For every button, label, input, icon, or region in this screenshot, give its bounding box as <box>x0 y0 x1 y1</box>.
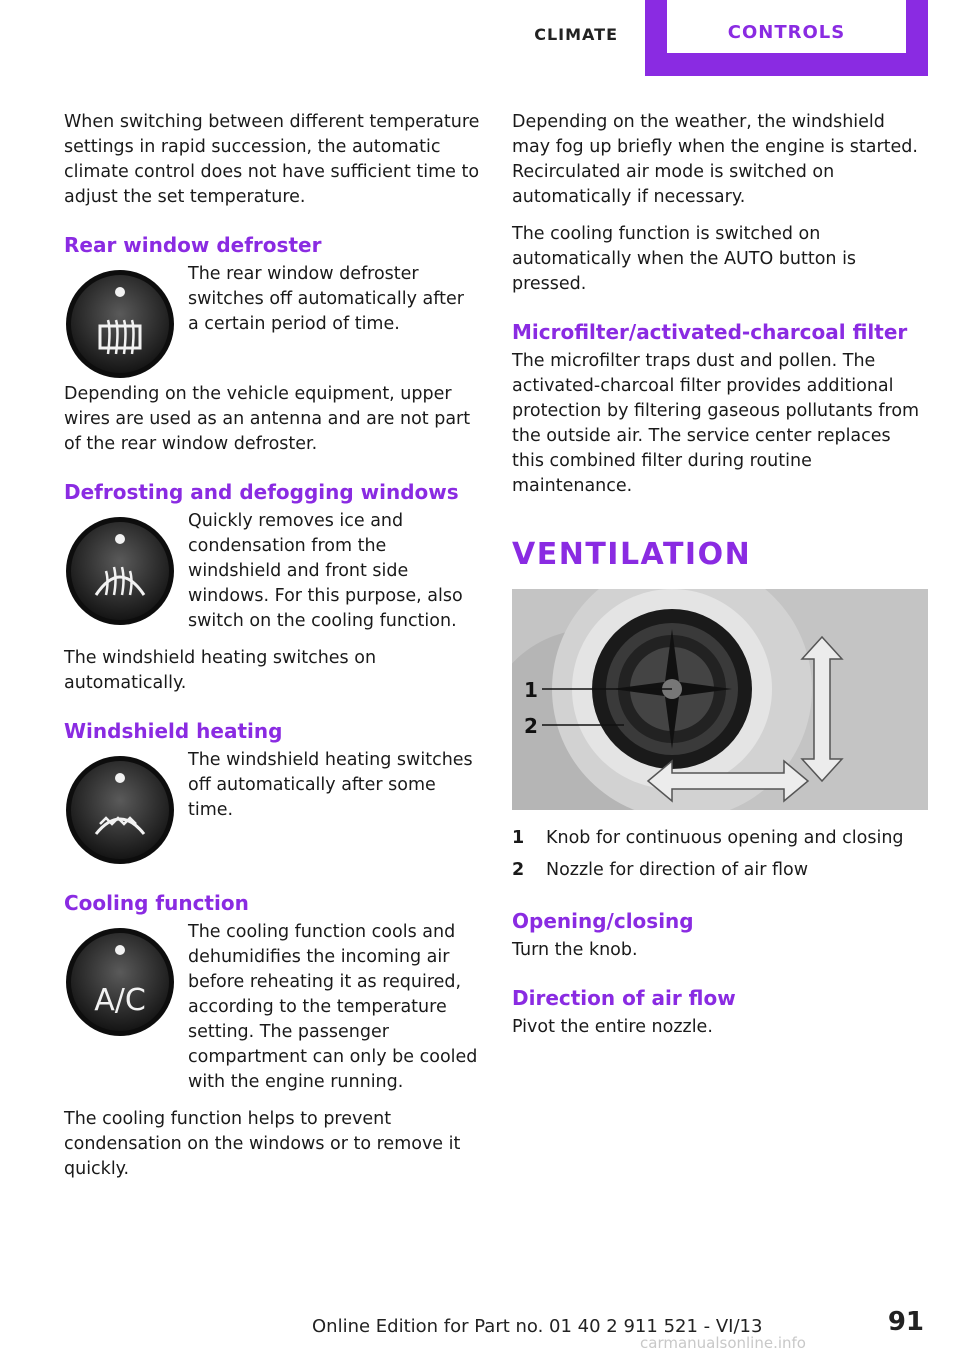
rear-defroster-note: Depending on the vehicle equipment, upper wires are used as an antenna and are not part of the rear window defroster. <box>64 384 471 454</box>
ac-button-icon <box>64 926 176 1038</box>
air-vent-illustration <box>512 589 928 810</box>
windshield-section <box>64 718 480 868</box>
opening-heading: Opening/closing <box>512 909 694 933</box>
ventilation-section <box>512 535 928 886</box>
callout-2: 2 <box>524 714 538 738</box>
chapter-tab <box>645 0 928 76</box>
cooling-heading: Cooling function <box>64 891 249 915</box>
windshield-heating-button-icon <box>64 754 176 866</box>
opening-section <box>512 908 928 963</box>
left-column <box>64 110 480 1194</box>
list-item <box>512 822 928 854</box>
legend-text: Knob for continuous opening and closing <box>546 828 904 848</box>
ac-button-label: A/C <box>94 983 146 1018</box>
section-label: CLIMATE <box>534 25 618 44</box>
rear-defroster-heading: Rear window defroster <box>64 233 322 257</box>
intro-paragraph: When switching between different temperature settings in rapid succession, the automatic climate control does not have sufficient time to adjust the set temperature. <box>64 112 480 207</box>
legend-text: Nozzle for direction of air flow <box>546 860 809 880</box>
fog-paragraph: Depending on the weather, the windshield may fog up briefly when the engine is started. Recirculated air mode is switched on automatically if necessary. <box>512 112 918 207</box>
cooling-note: The cooling function helps to prevent condensation on the windows or to remove it quickly. <box>64 1109 461 1179</box>
windshield-heading: Windshield heating <box>64 719 283 743</box>
legend-number: 1 <box>512 828 525 848</box>
windshield-text: The windshield heating switches off automatically after some time. <box>188 750 473 820</box>
rear-defroster-button-icon <box>64 268 176 380</box>
defrost-section <box>64 479 480 696</box>
cooling-text: The cooling function cools and dehumidifies the incoming air before reheating it as required, according to the temperature setting. The passenger compartment can only be cooled with the engine running. <box>188 922 478 1092</box>
cooling-section <box>64 890 480 1182</box>
chapter-label: CONTROLS <box>667 0 906 53</box>
page-header <box>0 0 960 78</box>
ventilation-heading: VENTILATION <box>512 537 752 572</box>
page-number: 91 <box>887 1307 924 1337</box>
list-item <box>512 854 928 886</box>
auto-paragraph: The cooling function is switched on automatically when the AUTO button is pressed. <box>512 224 857 294</box>
direction-heading: Direction of air flow <box>512 986 736 1010</box>
rear-defroster-text: The rear window defroster switches off automatically after a certain period of time. <box>188 264 464 334</box>
opening-text: Turn the knob. <box>512 940 638 960</box>
watermark: carmanualsonline.info <box>640 1334 806 1352</box>
vent-legend <box>512 822 928 886</box>
right-column <box>512 110 928 1052</box>
direction-section <box>512 985 928 1040</box>
filter-section <box>512 319 928 499</box>
defrost-note: The windshield heating switches on automatically. <box>64 648 377 693</box>
callout-1: 1 <box>524 678 538 702</box>
filter-text: The microfilter traps dust and pollen. The activated-charcoal filter provides additional protection by filtering gaseous pollutants from the outside air. The service center replaces this combined filter during routine maintenance. <box>512 351 920 496</box>
defrost-text: Quickly removes ice and condensation from the windshield and front side windows. For this purpose, also switch on the cooling function. <box>188 511 463 631</box>
defrost-heading: Defrosting and defogging windows <box>64 480 459 504</box>
filter-heading: Microfilter/activated-charcoal filter <box>512 320 908 344</box>
rear-defroster-section <box>64 232 480 457</box>
defrost-button-icon <box>64 515 176 627</box>
direction-text: Pivot the entire nozzle. <box>512 1017 713 1037</box>
edition-footer: Online Edition for Part no. 01 40 2 911 521 - VI/13 <box>312 1316 763 1337</box>
legend-number: 2 <box>512 860 525 880</box>
